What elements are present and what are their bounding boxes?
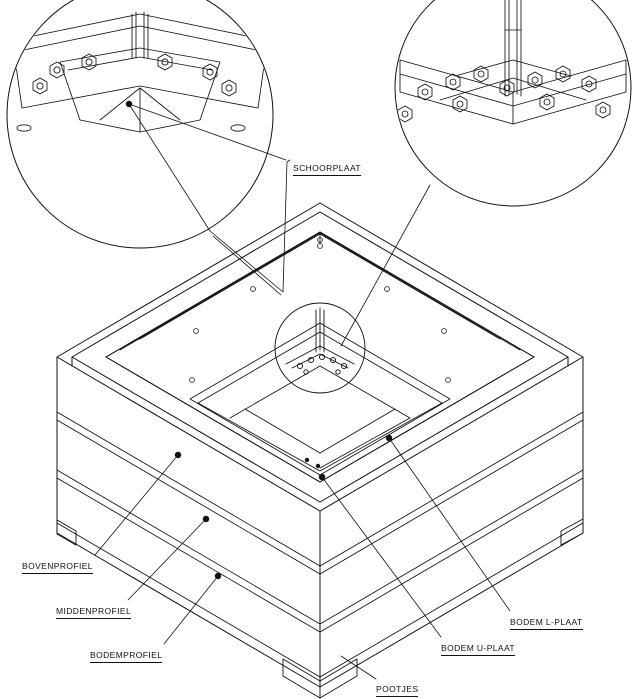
label-middenprofiel: MIDDENPROFIEL xyxy=(56,606,131,619)
label-bovenprofiel: BOVENPROFIEL xyxy=(22,561,93,574)
inner-walls xyxy=(106,232,534,482)
leader-dots xyxy=(175,435,392,579)
label-bodem-l-plaat: BODEM L-PLAAT xyxy=(510,617,583,630)
label-schoorplaat: SCHOORPLAAT xyxy=(293,163,361,176)
planter-body xyxy=(57,203,583,687)
label-bodem-u-plaat: BODEM U-PLAAT xyxy=(441,643,515,656)
detail-circle-center xyxy=(275,303,365,393)
label-bodemprofiel: BODEMPROFIEL xyxy=(90,650,162,663)
label-pootjes: POOTJES xyxy=(376,684,418,697)
